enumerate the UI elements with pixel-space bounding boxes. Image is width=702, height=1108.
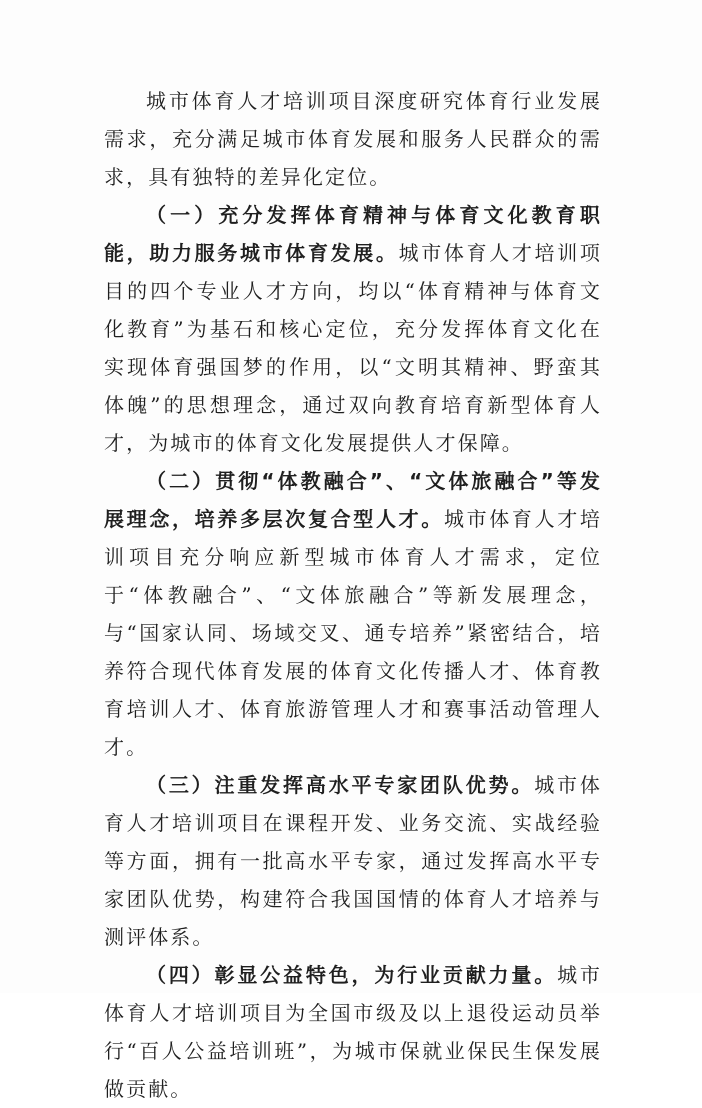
- section-heading: （二）贯彻“体教融合”、“文体旅融合”等发展理念，培养多层次复合型人才。: [104, 469, 602, 531]
- paragraph-section-3: [104, 766, 602, 956]
- paragraph-text: 城市体育人才培训项目为全国市级及以上退役运动员举行“百人公益培训班”，为城市保就业保民生保发展做贡献。: [104, 963, 602, 1101]
- paragraph-section-4: [104, 956, 602, 1108]
- paragraph-section-2: [104, 462, 602, 766]
- section-heading: （一）充分发挥体育精神与体育文化教育职能，助力服务城市体育发展。: [104, 203, 602, 265]
- paragraph-text: 城市体育人才培训项目深度研究体育行业发展需求，充分满足城市体育发展和服务人民群众的需求，具有独特的差异化定位。: [104, 89, 602, 189]
- paragraph-text: 城市体育人才培训项目的四个专业人才方向，均以“体育精神与体育文化教育”为基石和核心定位，充分发挥体育文化在实现体育强国梦的作用，以“文明其精神、野蛮其体魄”的思想理念，通过双向教育培育新型体育人才，为城市的体育文化发展提供人才保障。: [104, 241, 602, 455]
- paragraph-text: 城市体育人才培训项目充分响应新型城市体育人才需求，定位于“体教融合”、“文体旅融合”等新发展理念，与“国家认同、场域交叉、通专培养”紧密结合，培养符合现代体育发展的体育文化传播人才、体育教育培训人才、体育旅游管理人才和赛事活动管理人才。: [104, 507, 603, 759]
- section-heading: （四）彰显公益特色，为行业贡献力量。: [146, 963, 558, 987]
- section-heading: （三）注重发挥高水平专家团队优势。: [146, 773, 535, 797]
- paragraph-text: 城市体育人才培训项目在课程开发、业务交流、实战经验等方面，拥有一批高水平专家，通过发挥高水平专家团队优势，构建符合我国国情的体育人才培养与测评体系。: [104, 773, 602, 949]
- paragraph-intro: [104, 82, 602, 196]
- paragraph-section-1: [104, 196, 602, 462]
